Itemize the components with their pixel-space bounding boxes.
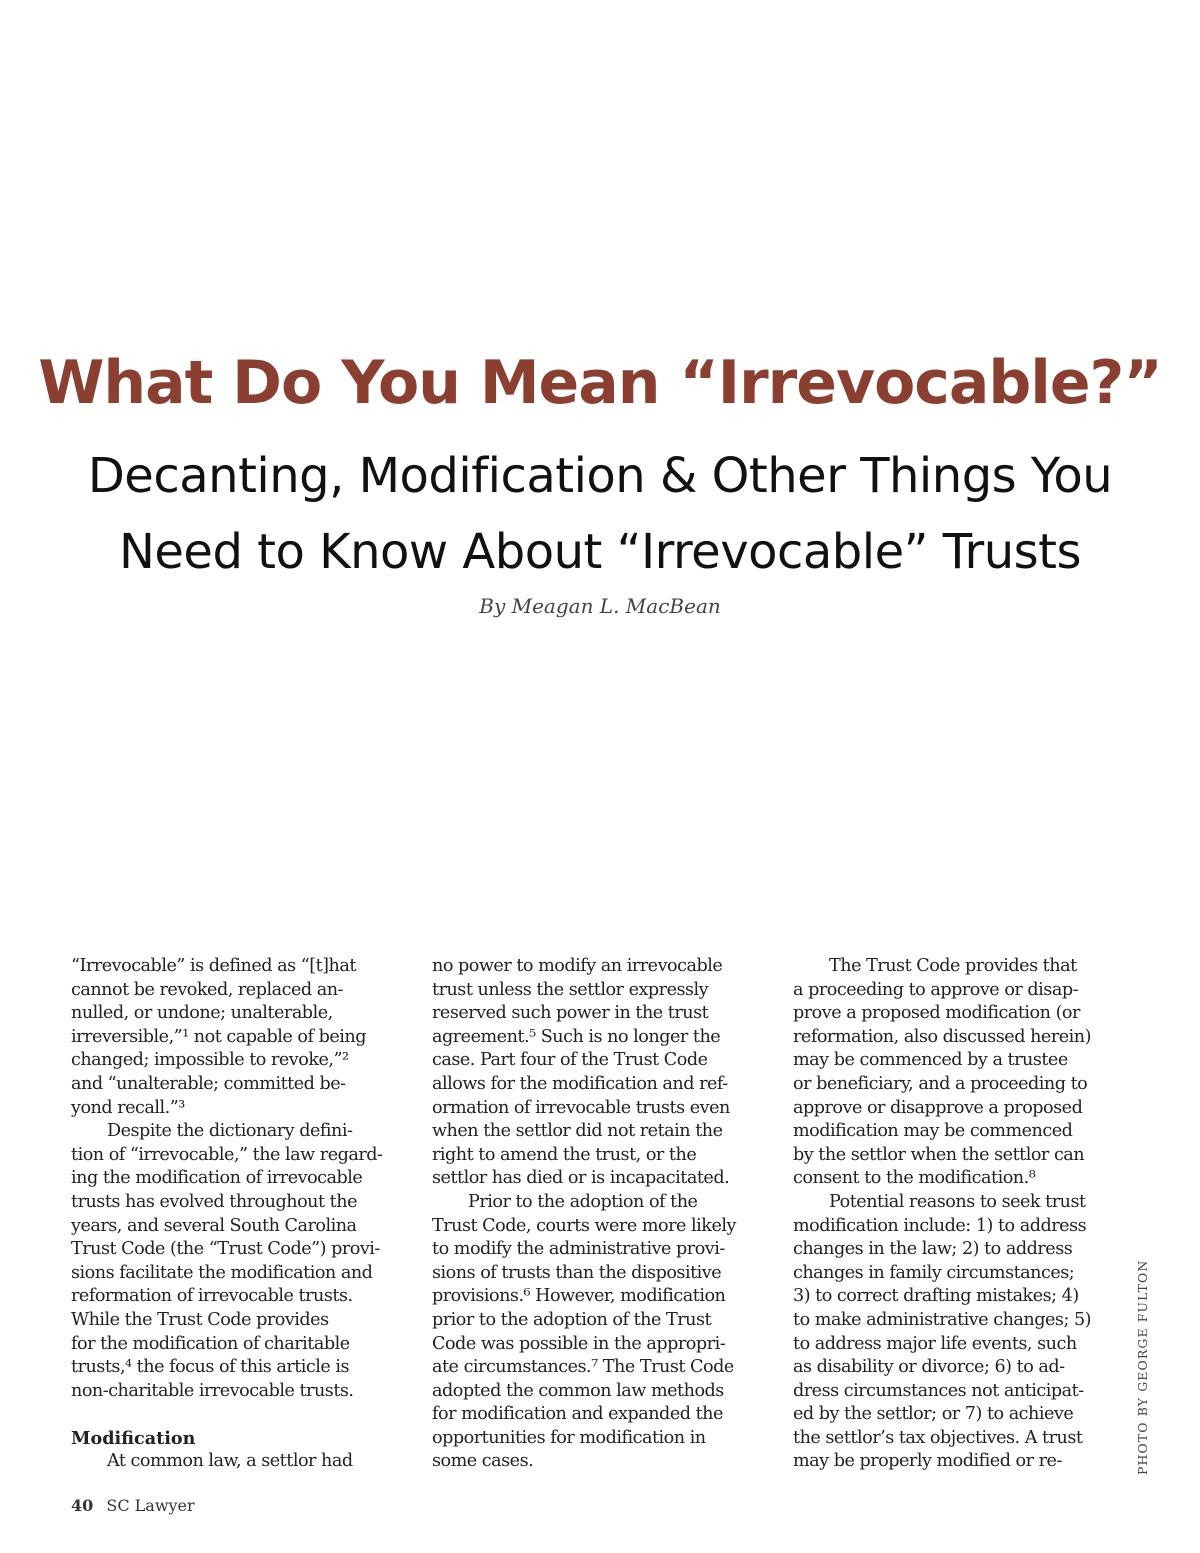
body-line: modification may be commenced <box>793 1121 1073 1142</box>
body-line: case. Part four of the Trust Code <box>432 1050 708 1071</box>
body-line: While the Trust Code provides <box>71 1309 329 1330</box>
body-line: trust unless the settlor expressly <box>432 979 709 1000</box>
body-line: reformation of irrevocable trusts. <box>71 1286 353 1307</box>
article-subtitle <box>0 438 1200 590</box>
subtitle-line-1: Decanting, Modification & Other Things You <box>87 448 1113 504</box>
body-line: allows for the modification and ref- <box>432 1073 728 1094</box>
body-line: changes in family circumstances; <box>793 1262 1075 1283</box>
body-line: to address major life events, such <box>793 1333 1077 1354</box>
body-line: sions facilitate the modification and <box>71 1262 373 1283</box>
body-line: yond recall.”³ <box>71 1097 185 1118</box>
body-line: changes in the law; 2) to address <box>793 1239 1073 1260</box>
body-line: adopted the common law methods <box>432 1380 724 1401</box>
body-line: changed; impossible to revoke,”² <box>71 1050 349 1071</box>
body-line: ed by the settlor; or 7) to achieve <box>793 1404 1074 1425</box>
body-line: Potential reasons to seek trust <box>829 1191 1086 1212</box>
body-line: sions of trusts than the dispositive <box>432 1262 722 1283</box>
body-line: agreement.⁵ Such is no longer the <box>432 1026 721 1047</box>
body-line: to modify the administrative provi- <box>432 1239 725 1260</box>
body-line: Trust Code (the “Trust Code”) provi- <box>71 1239 380 1260</box>
body-line: or beneficiary, and a proceeding to <box>793 1073 1088 1094</box>
subtitle-line-2: Need to Know About “Irrevocable” Trusts <box>118 524 1081 580</box>
body-line: ate circumstances.⁷ The Trust Code <box>432 1357 734 1378</box>
body-line: and “unalterable; committed be- <box>71 1073 346 1094</box>
body-line: by the settlor when the settlor can <box>793 1144 1085 1165</box>
body-line: right to amend the trust, or the <box>432 1144 697 1165</box>
body-line: some cases. <box>432 1451 534 1472</box>
body-line: 3) to correct drafting mistakes; 4) <box>793 1286 1079 1307</box>
page-footer <box>71 1496 195 1515</box>
body-line: provisions.⁶ However, modification <box>432 1286 726 1307</box>
body-line: The Trust Code provides that <box>829 956 1077 976</box>
body-line: Despite the dictionary defini- <box>107 1121 353 1142</box>
body-line: cannot be revoked, replaced an- <box>71 979 343 1000</box>
photo-credit: PHOTO BY GEORGE FULTON <box>1135 1259 1150 1475</box>
body-line: when the settlor did not retain the <box>432 1121 723 1142</box>
body-column-1 <box>71 955 421 1474</box>
body-line: consent to the modification.⁸ <box>793 1168 1036 1189</box>
body-line: for modification and expanded the <box>432 1404 723 1425</box>
body-line: to make administrative changes; 5) <box>793 1309 1092 1330</box>
byline: By Meagan L. MacBean <box>479 594 721 618</box>
body-line: as disability or divorce; 6) to ad- <box>793 1357 1065 1378</box>
body-line: tion of “irrevocable,” the law regard- <box>71 1144 383 1165</box>
body-line: years, and several South Carolina <box>71 1215 357 1236</box>
body-line: Code was possible in the appropri- <box>432 1333 726 1354</box>
body-line: prove a proposed modification (or <box>793 1003 1080 1024</box>
body-line: the settlor’s tax objectives. A trust <box>793 1427 1083 1448</box>
body-line: reformation, also discussed herein) <box>793 1026 1091 1047</box>
page-number: 40 <box>71 1496 94 1515</box>
section-heading: Modification <box>71 1427 196 1449</box>
body-line: dress circumstances not anticipat- <box>793 1380 1084 1401</box>
publication-name: SC Lawyer <box>106 1496 195 1515</box>
body-line: no power to modify an irrevocable <box>432 956 723 976</box>
body-line: settlor has died or is incapacitated. <box>432 1168 730 1189</box>
body-line: prior to the adoption of the Trust <box>432 1309 712 1330</box>
body-line: trusts,⁴ the focus of this article is <box>71 1357 350 1378</box>
body-line: “Irrevocable” is defined as “[t]hat <box>71 956 356 976</box>
paragraph-gap <box>71 1403 421 1427</box>
body-line: non-charitable irrevocable trusts. <box>71 1380 354 1401</box>
body-line: Trust Code, courts were more likely <box>432 1215 736 1236</box>
body-line: approve or disapprove a proposed <box>793 1097 1083 1118</box>
body-column-2 <box>432 955 782 1474</box>
body-line: a proceeding to approve or disap- <box>793 979 1079 1000</box>
body-line: ormation of irrevocable trusts even <box>432 1097 730 1118</box>
body-column-3 <box>793 955 1143 1474</box>
body-line: Prior to the adoption of the <box>468 1191 698 1212</box>
body-line: At common law, a settlor had <box>107 1451 353 1472</box>
article-title: What Do You Mean “Irrevocable?” <box>38 348 1162 418</box>
body-line: reserved such power in the trust <box>432 1003 709 1024</box>
body-line: nulled, or undone; unalterable, <box>71 1003 333 1024</box>
body-line: opportunities for modification in <box>432 1427 706 1448</box>
body-line: for the modification of charitable <box>71 1333 350 1354</box>
body-line: ing the modification of irrevocable <box>71 1168 363 1189</box>
body-line: modification include: 1) to address <box>793 1215 1087 1236</box>
body-line: trusts has evolved throughout the <box>71 1191 357 1212</box>
body-line: irreversible,”¹ not capable of being <box>71 1026 366 1047</box>
body-line: may be commenced by a trustee <box>793 1050 1068 1071</box>
body-line: may be properly modified or re- <box>793 1451 1062 1472</box>
